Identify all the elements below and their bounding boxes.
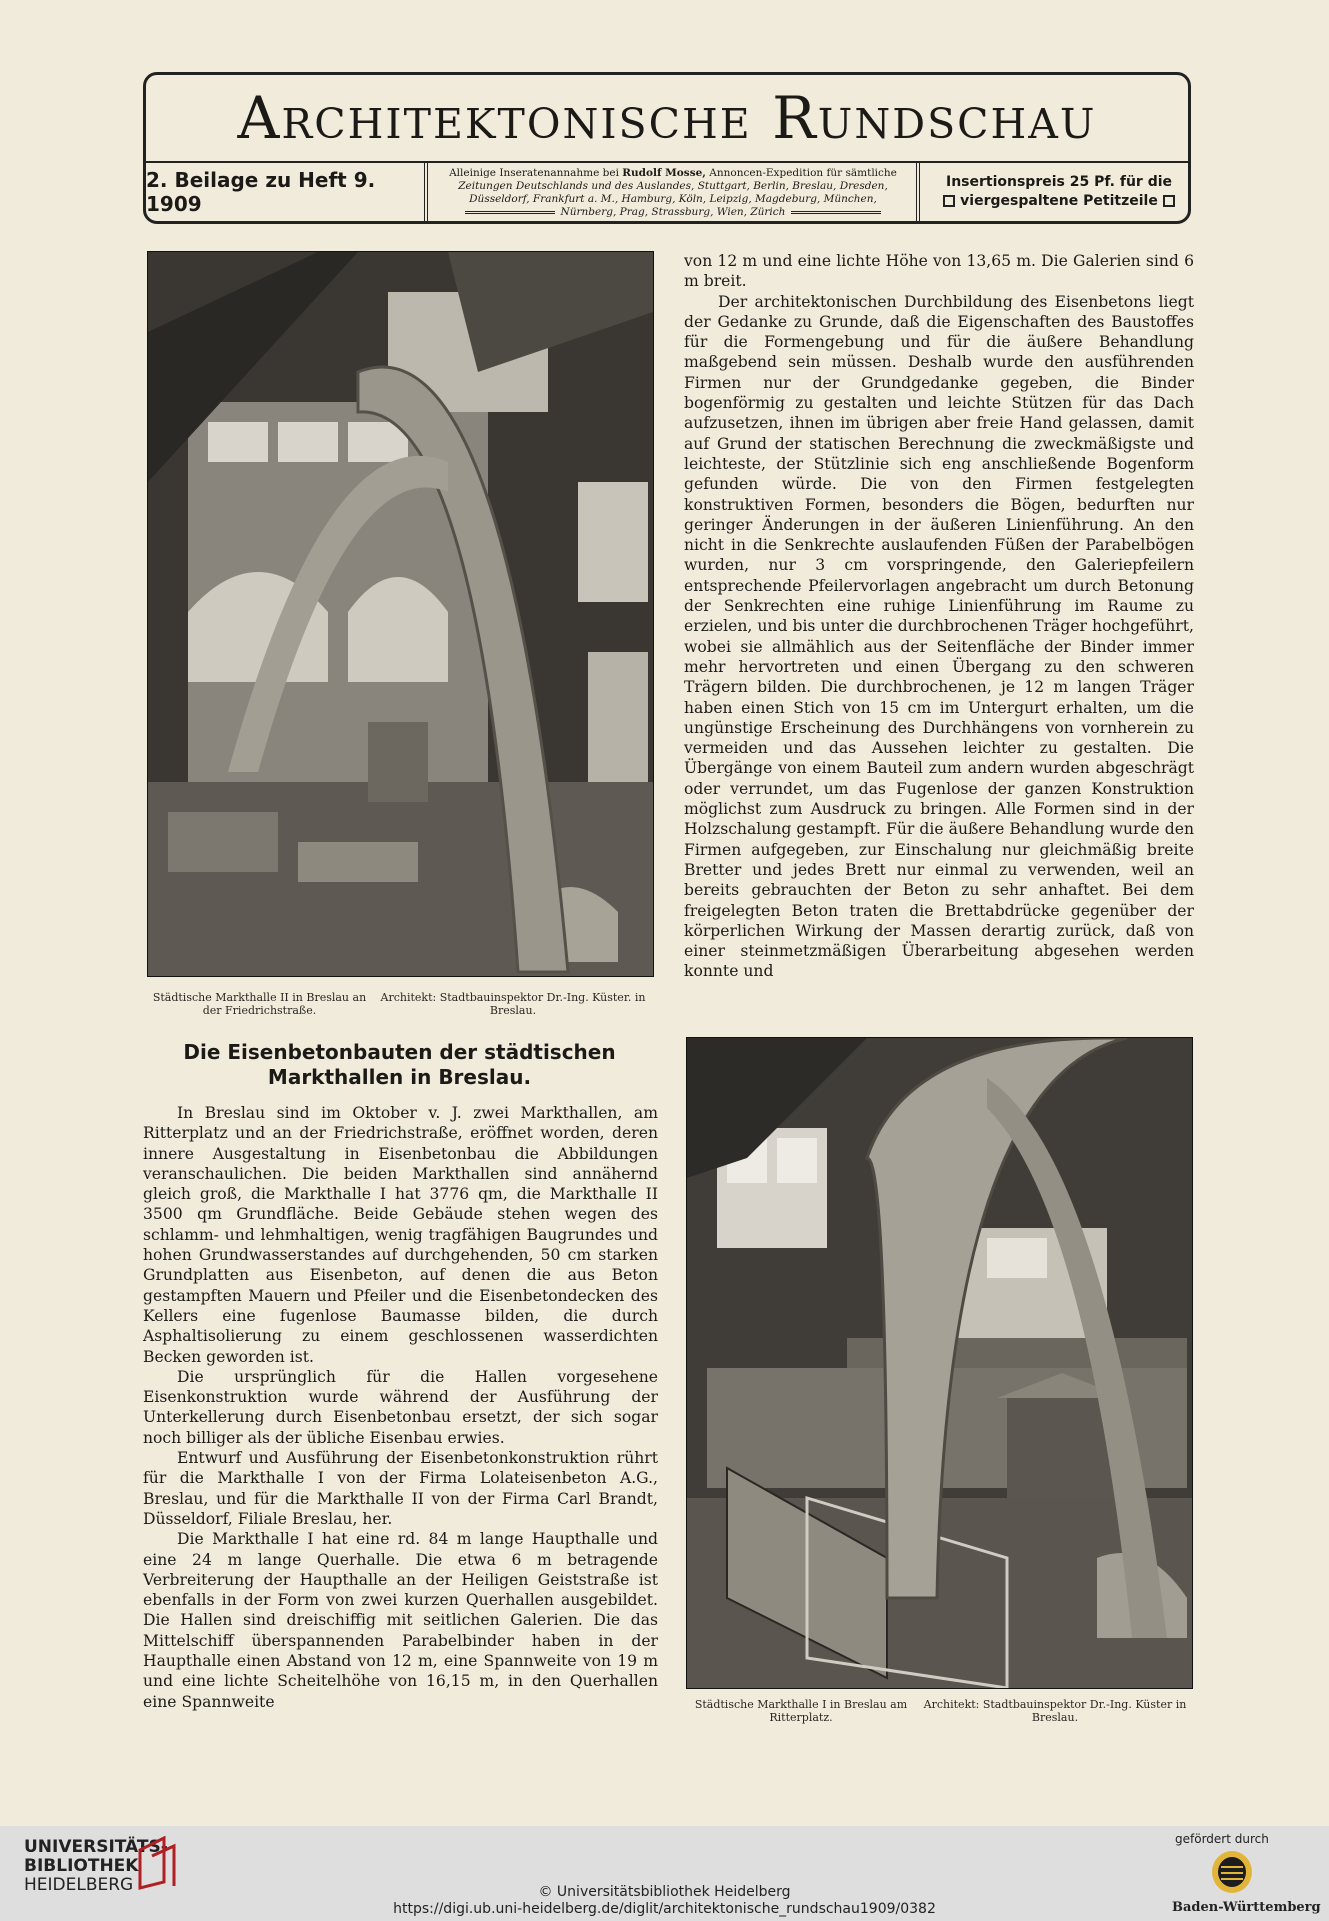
caption-top-architect: Architekt: Stadtbauinspektor Dr.-Ing. Küster. in Breslau. [380,991,646,1017]
copyright-notice: © Universitätsbibliothek Heidelberg [538,1884,791,1900]
photo-markthalle-i [686,1037,1193,1689]
state-name: Baden-Württemberg [1172,1900,1321,1915]
paragraph: Entwurf und Ausführung der Eisenbetonkonstruktion rührt für die Markthalle I von der Firma Lolateisenbeton A.G., Breslau, und für die Markthalle II von der Firma Carl Brandt, Düsseldorf, Filiale Breslau, her. [143,1449,658,1528]
caption-bottom-architect: Architekt: Stadtbauinspektor Dr.-Ing. Küster in Breslau. [923,1698,1187,1724]
agency-text-cont: Annoncen-Expedition für sämtliche [705,167,897,179]
agency-cities-2: Düsseldorf, Frankfurt a. M., Hamburg, Köln, Leipzig, Magdeburg, München, [469,193,877,205]
supplement-label: 2. Beilage zu Heft 9. 1909 [146,163,428,221]
caption-bottom [686,1698,1191,1728]
square-ornament-icon [1163,195,1175,207]
agency-cities-3: Nürnberg, Prag, Strassburg, Wien, Zürich [560,206,786,218]
advertising-agency-notice [438,167,908,219]
caption-bottom-title: Städtische Markthalle I in Breslau am Ritterplatz. [694,1698,908,1724]
paragraph: Die Markthalle I hat eine rd. 84 m lange Haupthalle und eine 24 m lange Querhalle. Die etwa 6 m betragende Verbreiterung der Haupthalle an der Heiligen Geiststraße ist ebenfalls in der Form von zwei kurzen Querhallen ausgebildet. Die Hallen sind dreischiffig mit seitlichen Galerien. Die das Mittelschiff überspannenden Parabelbinder haben in der Haupthalle einen Abstand von 12 m, eine Spannweite von 19 m und eine lichte Scheitelhöhe von 16,15 m, in den Querhallen eine Spannweite [143,1530,658,1711]
photo-markthalle-ii [147,251,654,977]
library-line2: BIBLIOTHEK [24,1856,139,1876]
caption-top-title: Städtische Markthalle II in Breslau an der Friedrichstraße. [152,991,367,1017]
paragraph: von 12 m und eine lichte Höhe von 13,65 m. Die Galerien sind 6 m breit. [684,252,1194,291]
square-ornament-icon [943,195,955,207]
paragraph: Die ursprünglich für die Hallen vorgesehene Eisenkonstruktion wurde während der Ausführung der Unterkellerung durch Eisenbetonbau ersetzt, der sich sogar noch billiger als der übliche Eisenbau erwies. [143,1367,658,1447]
journal-title: Architektonische Rundschau [237,84,1097,152]
caption-top [147,991,652,1021]
ad-price-line1: Insertionspreis 25 Pf. für die [945,174,1173,190]
agency-name: Rudolf Mosse, [622,167,706,179]
article-headline: Die Eisenbetonbauten der städtischen Markthallen in Breslau. [183,1040,616,1089]
agency-text: Alleinige Inseratenannahme bei [449,167,623,179]
paragraph: In Breslau sind im Oktober v. J. zwei Markthallen, am Ritterplatz und an der Friedrichstraße, eröffnet worden, deren innere Ausgestaltung in Eisenbetonbau die Abbildungen veranschaulichen. Die beiden Markthallen sind annähernd gleich groß, die Markthalle I hat 3776 qm, die Markthalle II 3500 qm Grundfläche. Beide Gebäude stehen wegen des schlamm- und lehmhaltigen, wenig tragfähigen Baugrundes und hohen Grundwasserstandes auf durchgehenden, 50 cm starken Grundplatten aus Eisenbeton, auf denen die aus Beton gestampften Mauern und Pfeiler und die Eisenbetondecken des Kellers eine fugenlose Baumasse bilden, die durch Asphaltisolierung zu einem geschlossenen wasserdichten Becken geworden ist. [143,1104,658,1366]
ad-price-line2: viergespaltene Petitzeile [960,193,1158,209]
state-coat-of-arms-icon [1210,1850,1254,1898]
library-line3: HEIDELBERG [24,1875,134,1895]
library-line1: UNIVERSITÄTS- [24,1837,168,1857]
article-right-column [684,251,1194,982]
agency-cities-1: Zeitungen Deutschlands und des Auslandes, Stuttgart, Berlin, Breslau, Dresden, [458,180,888,192]
funded-by-label: gefördert durch [1175,1832,1269,1846]
article-left-column [143,1103,658,1712]
ad-price-box [916,163,1198,221]
masthead [143,72,1191,224]
paragraph: Der architektonischen Durchbildung des Eisenbetons liegt der Gedanke zu Grunde, daß die Eigenschaften des Baustoffes für die Formengebung und für die äußere Behandlung maßgebend sein müssen. Deshalb wurde den ausführenden Firmen nur der Grundgedanke gegeben, die Binder bogenförmig zu gestalten und leichte Stützen für das Dach aufzusetzen, ihnen im übrigen aber freie Hand gelassen, damit auf Grund der statischen Berechnung die zweckmäßigste und leichteste, der Stützlinie sich eng anschließende Bogenform gefunden würde. Die von den Firmen festgelegten konstruktiven Formen, besonders die Bögen, bedurften nur geringer Änderungen in der äußeren Linienführung. An den nicht in die Senkrechte auslaufenden Füßen der Parabelbögen wurden, nur 3 cm vorspringende, den Galeriepfeilern entsprechende Pfeilervorlagen angebracht um durch Betonung der Senkrechten eine ruhige Linienführung im Raume zu erzielen, und bis unter die durchbrochenen Träger hochgeführt, wobei sie allmählich aus der Seitenfläche der Binder immer mehr hervortreten und einen Übergang zu den schweren Trägern bilden. Die durchbrochenen, je 12 m langen Träger haben einen Stich von 15 cm im Untergurt erhalten, um die ungünstige Erscheinung des Durchhängens von vornherein zu vermeiden und das Aussehen leichter zu gestalten. Die Übergänge von einem Bauteil zum andern wurden abgeschrägt oder verrundet, um das Fugenlose der ganzen Konstruktion möglichst zum Ausdruck zu bringen. Alle Formen sind in der Holzschalung gestampft. Für die äußere Behandlung wurde den Firmen aufgegeben, zur Einschalung nur gleichmäßig breite Bretter und jedes Brett nur einmal zu verwenden, weil an bereits gebrauchten der Beton zu sehr anhaftet. Bei dem freigelegten Beton traten die Brettabdrücke gegenüber der körperlichen Wirkung der Massen derartig zurück, daß von einer steinmetzmäßigen Überarbeitung abgesehen werden konnte und [684,292,1194,981]
permalink-url[interactable]: https://digi.ub.uni-heidelberg.de/diglit/architektonische_rundschau1909/0382 [393,1901,936,1917]
